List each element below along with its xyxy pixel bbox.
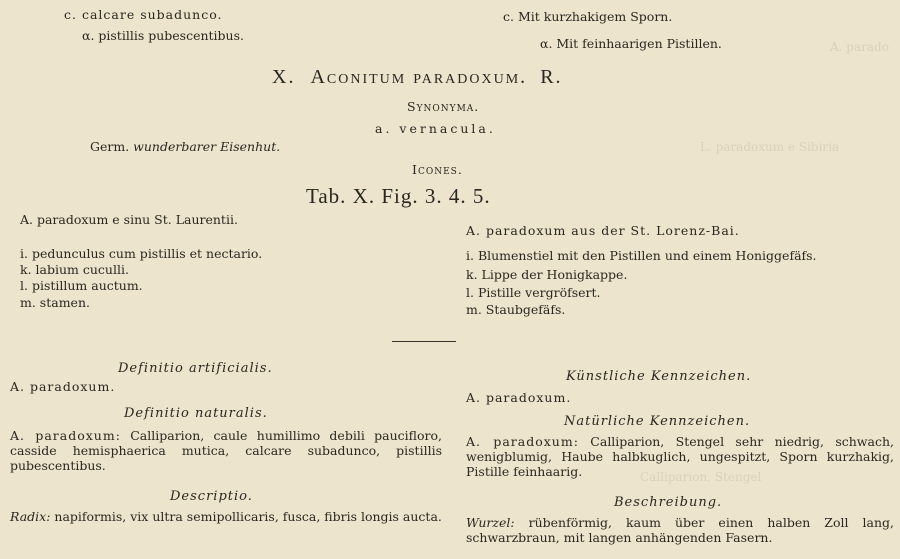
species-heading <box>272 66 563 89</box>
kuenstliche-kennzeichen-heading: Künstliche Kennzeichen. <box>566 369 752 384</box>
germ-prefix: Germ. <box>90 139 130 154</box>
germ-name: wunderbarer Eisenhut. <box>133 139 281 154</box>
def-artificialis-heading: Definitio artificialis. <box>118 361 273 376</box>
def-naturalis-text: Calliparion, caule humillimo debili paucifloro, casside hemisphaerica mutica, calcare subadunco, pistillis pubescentibus. <box>10 428 442 473</box>
beschreibung-heading: Beschreibung. <box>614 495 723 510</box>
section-divider <box>392 341 456 342</box>
show-through-text: L. paradoxum e Sibiria <box>700 140 840 154</box>
figure-right-item: l. Pistille vergröfsert. <box>466 285 601 300</box>
top-right-line-2: α. Mit feinhaarigen Pistillen. <box>540 36 722 51</box>
radix-paragraph <box>10 509 442 524</box>
natuerliche-kennzeichen-text: Calliparion, Stengel sehr niedrig, schwach, wenigblumig, Haube halbkuglich, ungespitzt, Sporn kurzhakig, Pistille feinhaarig. <box>466 434 894 479</box>
icones-label: Icones. <box>412 162 463 177</box>
def-naturalis-heading: Definitio naturalis. <box>124 406 268 421</box>
figure-right-item: i. Blumenstiel mit den Pistillen und einem Honiggefäfs. <box>466 248 817 263</box>
wurzel-lead: Wurzel: <box>466 515 515 530</box>
figure-left-item: i. pedunculus cum pistillis et nectario. <box>20 246 263 261</box>
natuerliche-kennzeichen-paragraph <box>466 434 894 479</box>
figure-right-item: k. Lippe der Honigkappe. <box>466 267 628 282</box>
top-left-line-2: α. pistillis pubescentibus. <box>82 28 244 43</box>
figure-left-item: m. stamen. <box>20 295 90 310</box>
figure-right-title: A. paradoxum aus der St. Lorenz-Bai. <box>466 223 740 238</box>
radix-text: napiformis, vix ultra semipollicaris, fusca, fibris longis aucta. <box>54 509 442 524</box>
figure-left-title: A. paradoxum e sinu St. Laurentii. <box>20 212 238 227</box>
show-through-text: A. parado <box>830 40 889 54</box>
figure-right-item: m. Staubgefäfs. <box>466 302 566 317</box>
synonyma-vernacula: a. vernacula. <box>375 121 496 136</box>
heading-author: R. <box>540 66 563 88</box>
wurzel-paragraph <box>466 515 894 545</box>
radix-lead: Radix: <box>10 509 51 524</box>
top-right-line-1: c. Mit kurzhakigem Sporn. <box>503 9 673 24</box>
figure-left-item: k. labium cuculli. <box>20 262 129 277</box>
def-naturalis-paragraph <box>10 428 442 473</box>
natuerliche-kennzeichen-heading: Natürliche Kennzeichen. <box>564 414 751 429</box>
def-naturalis-lead: A. paradoxum: <box>10 428 121 443</box>
top-left-line-1: c. calcare subadunco. <box>64 7 223 22</box>
show-through-text: Calliparion, Stengel <box>640 470 762 484</box>
natuerliche-kennzeichen-lead: A. paradoxum: <box>466 434 579 449</box>
figure-left-item: l. pistillum auctum. <box>20 278 143 293</box>
kuenstliche-kennzeichen-text: A. paradoxum. <box>466 390 572 405</box>
heading-species: Aconitum paradoxum. <box>310 66 528 88</box>
german-name-line <box>90 139 280 154</box>
synonyma-label: Synonyma. <box>407 99 480 114</box>
def-artificialis-text: A. paradoxum. <box>10 379 116 394</box>
wurzel-text: rübenförmig, kaum über einen halben Zoll lang, schwarzbraun, mit langen anhängenden Fasern. <box>466 515 894 545</box>
plate-reference: Tab. X. Fig. 3. 4. 5. <box>306 184 491 208</box>
descriptio-heading: Descriptio. <box>170 489 253 504</box>
heading-numeral: X. <box>272 66 296 88</box>
